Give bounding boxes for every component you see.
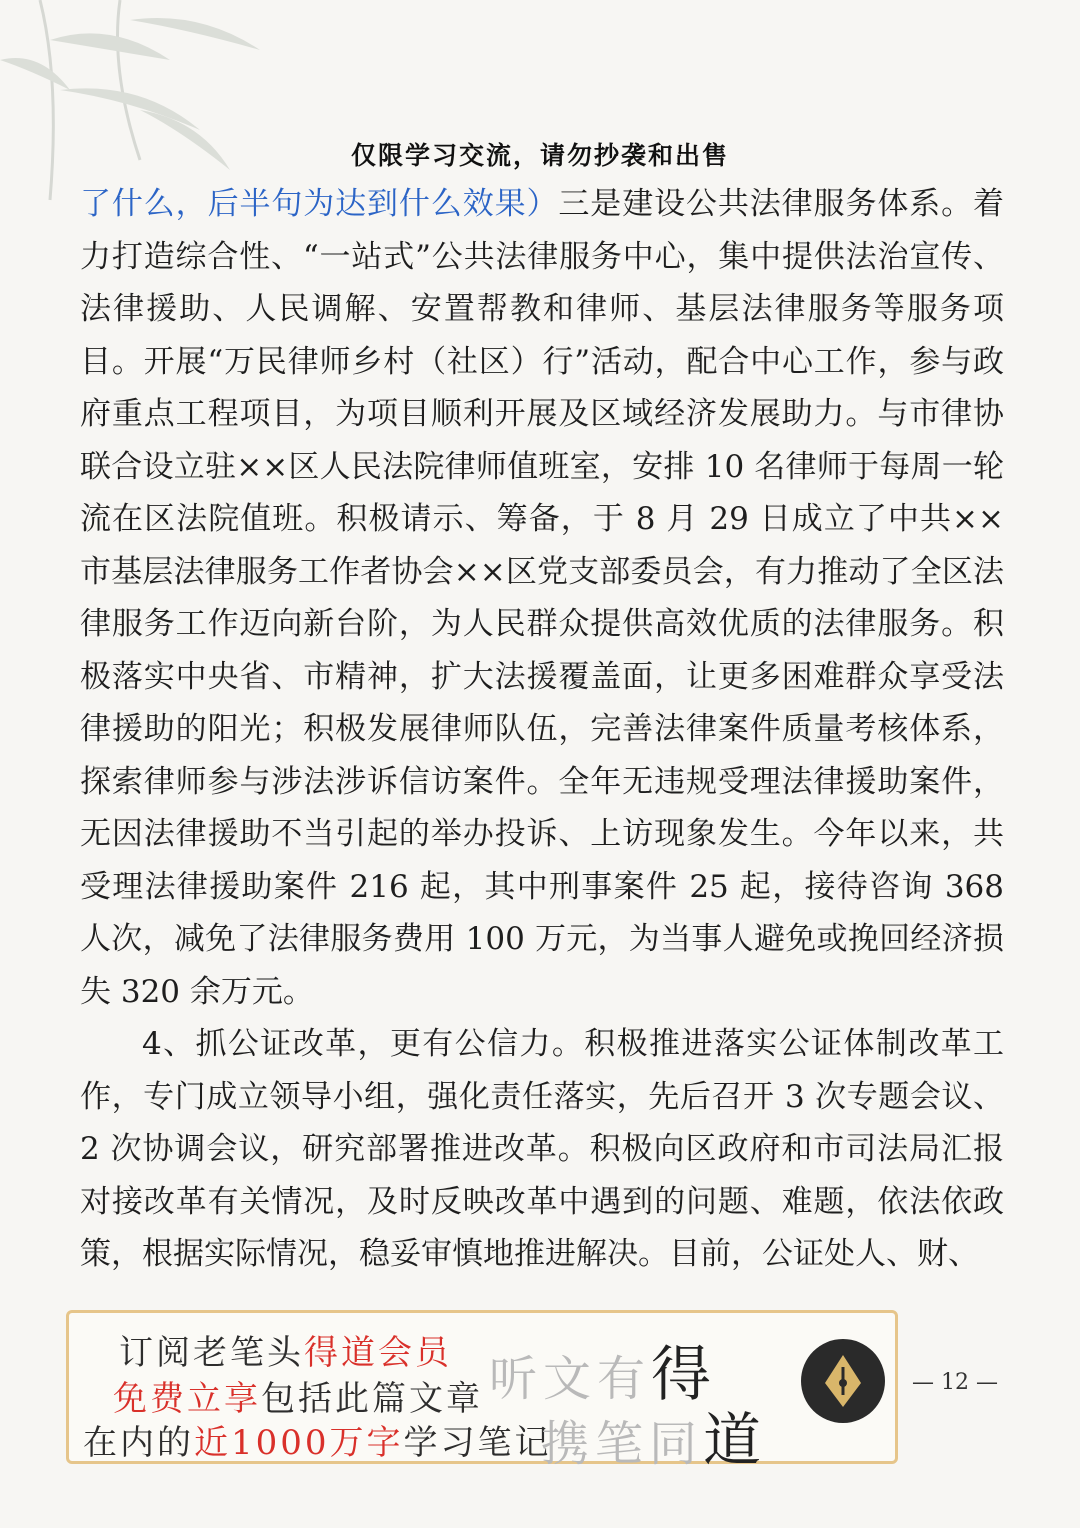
banner-slogan-2-a: 携笔同 xyxy=(541,1416,704,1472)
banner-line-2-a: 免费立享 xyxy=(113,1379,261,1419)
document-body xyxy=(80,178,1004,1281)
banner-slogan-2-b: 道 xyxy=(703,1406,768,1474)
page-header-title: 仅限学习交流，请勿抄袭和出售 xyxy=(350,141,729,170)
banner-slogan-2 xyxy=(541,1393,767,1477)
banner-line-3-a: 在内的 xyxy=(83,1423,194,1463)
banner-line-2 xyxy=(113,1371,483,1420)
pen-nib-logo-icon xyxy=(801,1339,885,1423)
banner-line-1-b: 得道会员 xyxy=(304,1333,452,1373)
banner-slogan-1-a: 听文有 xyxy=(489,1351,652,1407)
page-number: — 12 — xyxy=(912,1370,998,1395)
banner-line-3-b: 近1000万字 xyxy=(194,1423,404,1463)
banner-line-1-a: 订阅老笔头 xyxy=(119,1333,304,1373)
subscription-banner[interactable] xyxy=(66,1310,898,1474)
banner-line-1 xyxy=(119,1325,452,1374)
paragraph-2: 4、抓公证改革，更有公信力。积极推进落实公证体制改革工作，专门成立领导小组，强化责任落实，先后召开 3 次专题会议、2 次协调会议，研究部署推进改革。积极向区政府和市司法局汇报对接改革有关情况，及时反映改革中遇到的问题、难题，依法依政策，根据实际情况，稳妥审慎地推进解决。目前，公证处人、财、 xyxy=(80,1026,1004,1272)
paragraph-1 xyxy=(80,178,1004,1018)
highlighted-text: 了什么，后半句为达到什么效果） xyxy=(80,186,559,222)
banner-line-3 xyxy=(83,1415,552,1464)
banner-line-2-b: 包括此篇文章 xyxy=(261,1379,483,1419)
banner-slogan-1-b: 得 xyxy=(651,1340,718,1410)
banner-line-3-c: 学习笔记 xyxy=(403,1423,552,1463)
paragraph-1-text: 三是建设公共法律服务体系。着力打造综合性、“一站式”公共法律服务中心，集中提供法治宣传、法律援助、人民调解、安置帮教和律师、基层法律服务等服务项目。开展“万民律师乡村（社区）行”活动，配合中心工作，参与政府重点工程项目，为项目顺利开展及区域经济发展助力。与市律协联合设立驻××区人民法院律师值班室，安排 10 名律师于每周一轮流在区法院值班。积极请示、筹备，于 8 月 29 日成立了中共××市基层法律服务工作者协会××区党支部委员会，有力推动了全区法律服务工作迈向新台阶，为人民群众提供高效优质的法律服务。积极落实中央省、市精神，扩大法援覆盖面，让更多困难群众享受法律援助的阳光；积极发展律师队伍，完善法律案件质量考核体系，探索律师参与涉法涉诉信访案件。全年无违规受理法律援助案件，无因法律援助不当引起的举办投诉、上访现象发生。今年以来，共受理法律援助案件 216 起，其中刑事案件 25 起，接待咨询 368 人次，减免了法律服务费用 100 万元，为当事人避免或挽回经济损失 320 余万元。 xyxy=(80,186,1005,1010)
